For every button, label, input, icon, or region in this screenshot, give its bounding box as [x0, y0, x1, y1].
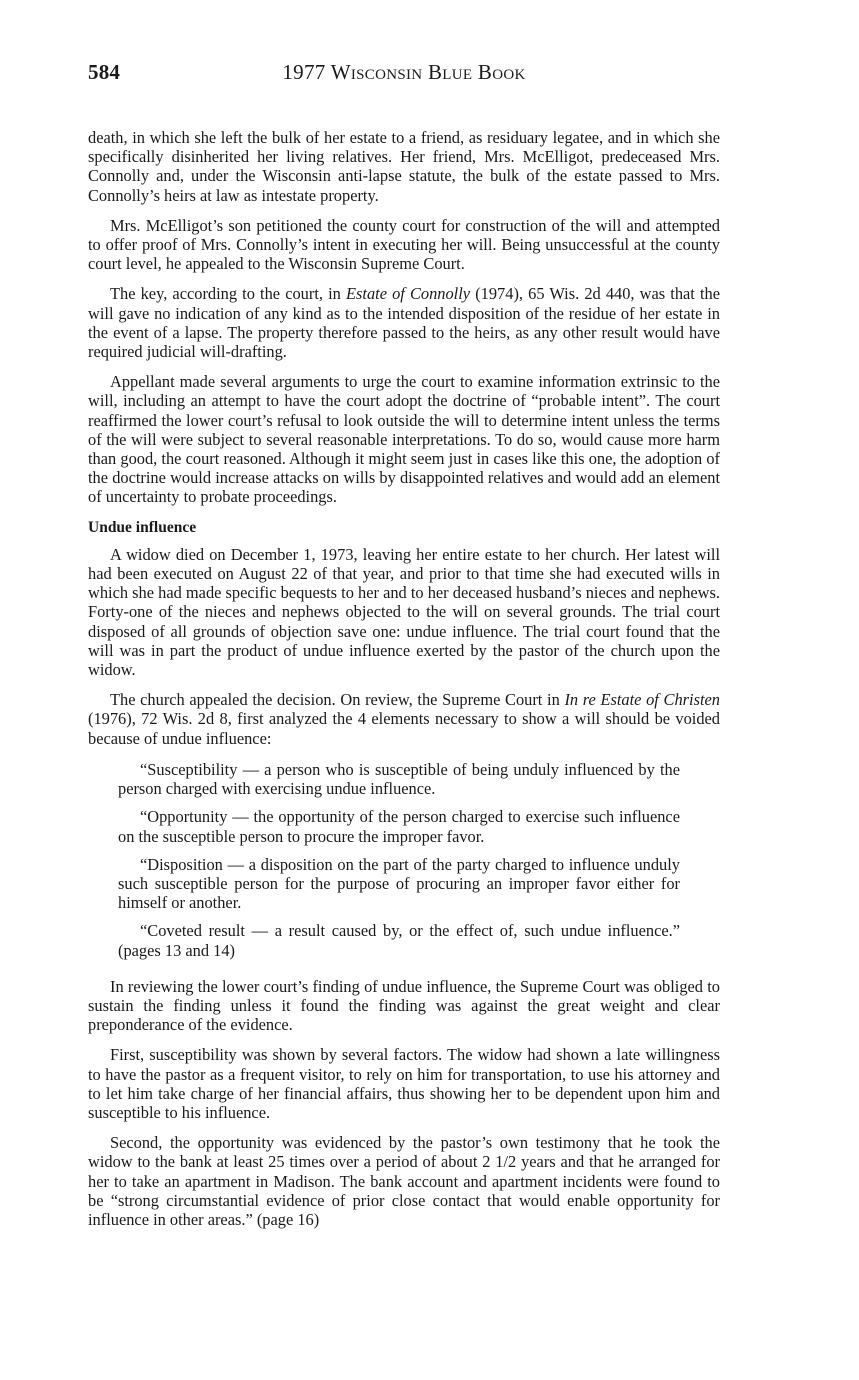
paragraph	[88, 690, 720, 748]
paragraph: Second, the opportunity was evidenced by the pastor’s own testimony that he took the widow to the bank at least 25 times over a period of about 2 1/2 years and that he arranged for her to take an apartment in Madison. The bank account and apartment incidents were found to be “strong circumstantial evidence of prior close contact that would enable opportunity for influence in other areas.” (page 16)	[88, 1133, 720, 1229]
quote-paragraph: “Disposition — a disposition on the part of the party charged to influence unduly such susceptible person for the purpose of procuring an improper favor either for himself or another.	[118, 854, 680, 913]
paragraph	[88, 284, 720, 361]
paragraph: Appellant made several arguments to urge the court to examine information extrinsic to the will, including an attempt to have the court adopt the doctrine of “probable intent”. The court reaffirmed the lower court’s refusal to look outside the will to determine intent unless the terms of the will were subject to several reasonable interpretations. To do so, would cause more harm than good, the court reasoned. Although it might seem just in cases like this one, the adoption of the doctrine would increase attacks on wills by disappointed relatives and would add an element of uncertainty to probate proceedings.	[88, 372, 720, 507]
paragraph: First, susceptibility was shown by several factors. The widow had shown a late willingness to have the pastor as a frequent visitor, to rely on him for transportation, to use his attorney and to let him take charge of her financial affairs, thus showing her to be dependent upon him and susceptible to his influence.	[88, 1045, 720, 1122]
section-heading: Undue influence	[88, 518, 197, 536]
paragraph: A widow died on December 1, 1973, leaving her entire estate to her church. Her latest will had been executed on August 22 of that year, and prior to that time she had executed wills in which she had made specific bequests to her and to her deceased husband’s nieces and nephews. Forty-one of the nieces and nephews objected to the will on several grounds. The trial court disposed of all grounds of objection save one: undue influence. The trial court found that the will was in part the product of undue influence exerted by the pastor of the church upon the widow.	[88, 544, 720, 680]
paragraph: In reviewing the lower court’s finding of undue influence, the Supreme Court was obliged to sustain the finding unless it found the finding was against the great weight and clear preponderance of the evidence.	[88, 976, 720, 1035]
paragraph-text: (1976), 72 Wis. 2d 8, first analyzed the 4 elements necessary to show a will should be voided because of undue influence:	[88, 709, 720, 748]
page-header	[88, 60, 720, 90]
paragraph-text: The key, according to the court, in	[110, 284, 346, 304]
case-citation: Estate of Connolly	[346, 284, 471, 304]
page-number: 584	[88, 60, 121, 84]
paragraph: death, in which she left the bulk of her estate to a friend, as residuary legatee, and in which she specifically disinherited her living relatives. Her friend, Mrs. McElligot, predeceased Mrs. Connolly and, under the Wisconsin anti-lapse statute, the bulk of the estate passed to Mrs. Connolly’s heirs at law as intestate property.	[88, 128, 720, 205]
paragraph-text: (1974), 65 Wis. 2d 440, was that the will gave no indication of any kind as to the intended disposition of the residue of her estate in the event of a lapse. The property therefore passed to the heirs, as any other result would have required judicial will-drafting.	[88, 284, 721, 362]
block-quote	[118, 760, 680, 960]
quote-paragraph: “Coveted result — a result caused by, or the effect of, such undue influence.” (pages 13 and 14)	[118, 921, 680, 960]
paragraph-text: The church appealed the decision. On review, the Supreme Court in	[110, 690, 565, 710]
body-text	[88, 128, 720, 1240]
quote-paragraph: “Susceptibility — a person who is susceptible of being unduly influenced by the person charged with exercising undue influence.	[118, 759, 680, 799]
paragraph: Mrs. McElligot’s son petitioned the county court for construction of the will and attempted to offer proof of Mrs. Connolly’s intent in executing her will. Being unsuccessful at the county court level, he appealed to the Wisconsin Supreme Court.	[88, 215, 720, 274]
running-title: 1977 Wisconsin Blue Book	[282, 60, 526, 84]
case-citation: In re Estate of Christen	[564, 690, 720, 710]
quote-paragraph: “Opportunity — the opportunity of the person charged to exercise such influence on the susceptible person to procure the improper favor.	[118, 807, 680, 846]
